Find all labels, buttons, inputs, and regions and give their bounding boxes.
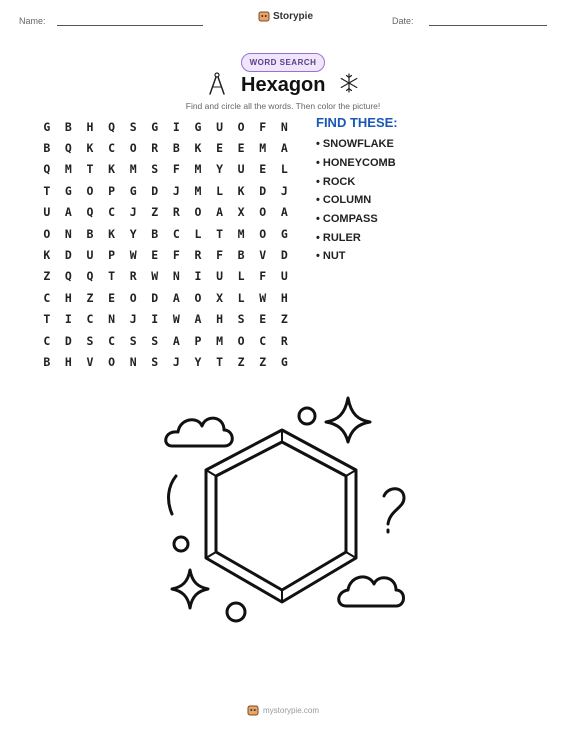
grid-letter[interactable]: A [172,290,180,305]
storypie-logo-icon [258,10,270,22]
grid-letter[interactable]: Q [64,269,72,284]
grid-letter[interactable]: S [151,162,159,177]
grid-letter[interactable]: S [129,333,137,348]
list-item: • COLUMN [316,194,372,207]
grid-letter[interactable]: O [129,290,137,305]
brand-name: Storypie [273,10,314,22]
coloring-picture[interactable] [150,390,420,630]
list-item: • SNOWFLAKE [316,138,394,151]
grid-letter[interactable]: E [151,248,159,263]
grid-letter[interactable]: N [172,269,180,284]
word-list [316,135,396,266]
grid-letter[interactable]: Z [280,312,288,327]
grid-letter[interactable]: Y [216,162,224,177]
grid-row [36,116,296,137]
grid-letter[interactable]: U [216,269,224,284]
grid-letter[interactable]: J [172,183,180,198]
grid-letter[interactable]: I [151,312,159,327]
grid-letter[interactable]: Q [64,141,72,156]
grid-letter[interactable]: A [194,312,202,327]
grid-letter[interactable]: J [172,354,180,369]
grid-letter[interactable]: F [216,248,224,263]
grid-letter[interactable]: H [86,119,94,134]
grid-letter[interactable]: L [216,183,224,198]
list-item: • COMPASS [316,213,378,226]
grid-letter[interactable]: E [216,141,224,156]
grid-letter[interactable]: W [172,312,180,327]
grid-letter[interactable]: Z [86,290,94,305]
grid-letter[interactable]: K [108,162,116,177]
grid-letter[interactable]: C [108,205,116,220]
list-item: • ROCK [316,175,356,188]
grid-letter[interactable]: Z [259,354,267,369]
grid-letter[interactable]: L [194,226,202,241]
grid-letter[interactable]: A [280,205,288,220]
grid-letter[interactable]: Y [129,226,137,241]
grid-letter[interactable]: O [108,354,116,369]
grid-row [36,351,296,372]
grid-letter[interactable]: K [43,248,51,263]
date-line[interactable] [429,25,547,26]
grid-letter[interactable]: D [64,333,72,348]
grid-letter[interactable]: G [280,226,288,241]
grid-letter[interactable]: X [237,205,245,220]
grid-letter[interactable]: T [216,354,224,369]
sparkle-icon [326,398,370,442]
grid-letter[interactable]: D [151,290,159,305]
grid-letter[interactable]: R [172,205,180,220]
grid-row [36,180,296,201]
grid-letter[interactable]: S [151,354,159,369]
grid-letter[interactable]: U [216,119,224,134]
snowflake-icon [339,73,359,93]
grid-letter[interactable]: G [64,183,72,198]
grid-letter[interactable]: C [108,141,116,156]
grid-letter[interactable]: D [151,183,159,198]
grid-letter[interactable]: C [86,312,94,327]
grid-letter[interactable]: E [108,290,116,305]
grid-letter[interactable]: B [151,226,159,241]
grid-row [36,330,296,351]
grid-row [36,159,296,180]
grid-letter[interactable]: J [280,183,288,198]
grid-letter[interactable]: J [129,205,137,220]
grid-letter[interactable]: X [216,290,224,305]
footer [0,704,566,716]
grid-letter[interactable]: O [194,205,202,220]
grid-letter[interactable]: C [172,226,180,241]
instructions: Find and circle all the words. Then color the picture! [185,101,381,111]
grid-letter[interactable]: G [129,183,137,198]
grid-letter[interactable]: A [280,141,288,156]
grid-letter[interactable]: G [43,119,51,134]
grid-letter[interactable]: V [86,354,94,369]
sparkle-icon [172,570,208,608]
grid-letter[interactable]: O [194,290,202,305]
footer-url[interactable]: mystorypie.com [262,705,319,715]
grid-letter[interactable]: D [64,248,72,263]
grid-letter[interactable]: N [280,119,288,134]
grid-letter[interactable]: H [64,354,72,369]
grid-letter[interactable]: S [86,333,94,348]
grid-letter[interactable]: S [151,333,159,348]
grid-letter[interactable]: R [194,248,202,263]
grid-letter[interactable]: Q [86,205,94,220]
list-item: • HONEYCOMB [316,157,396,170]
grid-letter[interactable]: G [151,119,159,134]
grid-letter[interactable]: U [237,162,245,177]
grid-letter[interactable]: F [172,162,180,177]
grid-letter[interactable]: A [64,205,72,220]
grid-letter[interactable]: C [108,333,116,348]
grid-letter[interactable]: N [64,226,72,241]
grid-letter[interactable]: E [259,312,267,327]
grid-letter[interactable]: C [43,333,51,348]
grid-letter[interactable]: H [64,290,72,305]
grid-row [36,202,296,223]
compass-icon [208,72,226,96]
name-label: Name: [19,16,46,26]
grid-letter[interactable]: T [43,183,51,198]
grid-letter[interactable]: K [108,226,116,241]
grid-letter[interactable]: H [216,312,224,327]
grid-letter[interactable]: K [86,141,94,156]
grid-letter[interactable]: M [259,141,267,156]
list-item: • RULER [316,231,361,244]
grid-letter[interactable]: W [151,269,159,284]
storypie-logo-icon [247,704,259,716]
grid-letter[interactable]: B [43,141,51,156]
grid-letter[interactable]: O [129,141,137,156]
hexagon-outline [206,430,356,602]
grid-letter[interactable]: W [259,290,267,305]
grid-letter[interactable]: I [172,119,180,134]
grid-letter[interactable]: C [259,333,267,348]
grid-letter[interactable]: J [129,312,137,327]
grid-letter[interactable]: G [280,354,288,369]
grid-letter[interactable]: M [216,333,224,348]
grid-letter[interactable]: N [129,354,137,369]
grid-row [36,137,296,158]
grid-letter[interactable]: B [237,248,245,263]
grid-letter[interactable]: I [194,269,202,284]
grid-letter[interactable]: G [194,119,202,134]
grid-letter[interactable]: S [129,119,137,134]
grid-letter[interactable]: Y [194,354,202,369]
grid-letter[interactable]: N [108,312,116,327]
grid-letter[interactable]: L [237,269,245,284]
grid-letter[interactable]: U [43,205,51,220]
grid-letter[interactable]: U [86,248,94,263]
grid-letter[interactable]: O [237,333,245,348]
grid-letter[interactable]: M [194,162,202,177]
grid-row [36,266,296,287]
grid-letter[interactable]: C [43,290,51,305]
grid-letter[interactable]: Z [151,205,159,220]
grid-letter[interactable]: T [108,269,116,284]
grid-letter[interactable]: K [237,183,245,198]
grid-letter[interactable]: R [151,141,159,156]
grid-letter[interactable]: Q [86,269,94,284]
cloud-icon [339,577,404,606]
find-these-title: FIND THESE: [316,115,398,130]
grid-letter[interactable]: E [237,141,245,156]
grid-row [36,244,296,265]
grid-letter[interactable]: Z [43,269,51,284]
grid-letter[interactable]: M [129,162,137,177]
grid-letter[interactable]: R [129,269,137,284]
grid-letter[interactable]: Q [43,162,51,177]
grid-letter[interactable]: M [64,162,72,177]
date-label: Date: [392,16,414,26]
grid-row [36,223,296,244]
grid-letter[interactable]: U [280,269,288,284]
page-title: Hexagon [241,74,326,96]
grid-letter[interactable]: W [129,248,137,263]
name-line[interactable] [57,25,203,26]
grid-letter[interactable]: M [194,183,202,198]
grid-letter[interactable]: O [86,183,94,198]
grid-letter[interactable]: D [280,248,288,263]
grid-letter[interactable]: L [237,290,245,305]
grid-letter[interactable]: P [194,333,202,348]
word-search-badge: WORD SEARCH [241,53,325,72]
grid-letter[interactable]: T [86,162,94,177]
grid-letter[interactable]: F [259,269,267,284]
grid-letter[interactable]: B [64,119,72,134]
grid-letter[interactable]: T [43,312,51,327]
grid-row [36,287,296,308]
grid-letter[interactable]: A [172,333,180,348]
grid-letter[interactable]: I [64,312,72,327]
grid-letter[interactable]: B [43,354,51,369]
letter-grid[interactable] [36,116,296,373]
grid-letter[interactable]: H [280,290,288,305]
grid-letter[interactable]: O [43,226,51,241]
grid-letter[interactable]: O [237,119,245,134]
list-item: • NUT [316,250,346,263]
grid-letter[interactable]: D [259,183,267,198]
grid-row [36,309,296,330]
cloud-icon [166,418,233,446]
grid-letter[interactable]: B [86,226,94,241]
grid-letter[interactable]: O [259,226,267,241]
grid-letter[interactable]: Q [108,119,116,134]
grid-letter[interactable]: M [237,226,245,241]
grid-letter[interactable]: P [108,183,116,198]
grid-letter[interactable]: A [216,205,224,220]
grid-letter[interactable]: K [194,141,202,156]
grid-letter[interactable]: S [237,312,245,327]
grid-letter[interactable]: L [280,162,288,177]
grid-letter[interactable]: R [280,333,288,348]
grid-letter[interactable]: P [108,248,116,263]
grid-letter[interactable]: T [216,226,224,241]
grid-letter[interactable]: F [172,248,180,263]
grid-letter[interactable]: F [259,119,267,134]
grid-letter[interactable]: E [259,162,267,177]
grid-letter[interactable]: O [259,205,267,220]
grid-letter[interactable]: B [172,141,180,156]
grid-letter[interactable]: V [259,248,267,263]
grid-letter[interactable]: Z [237,354,245,369]
storypie-brand [258,10,313,22]
